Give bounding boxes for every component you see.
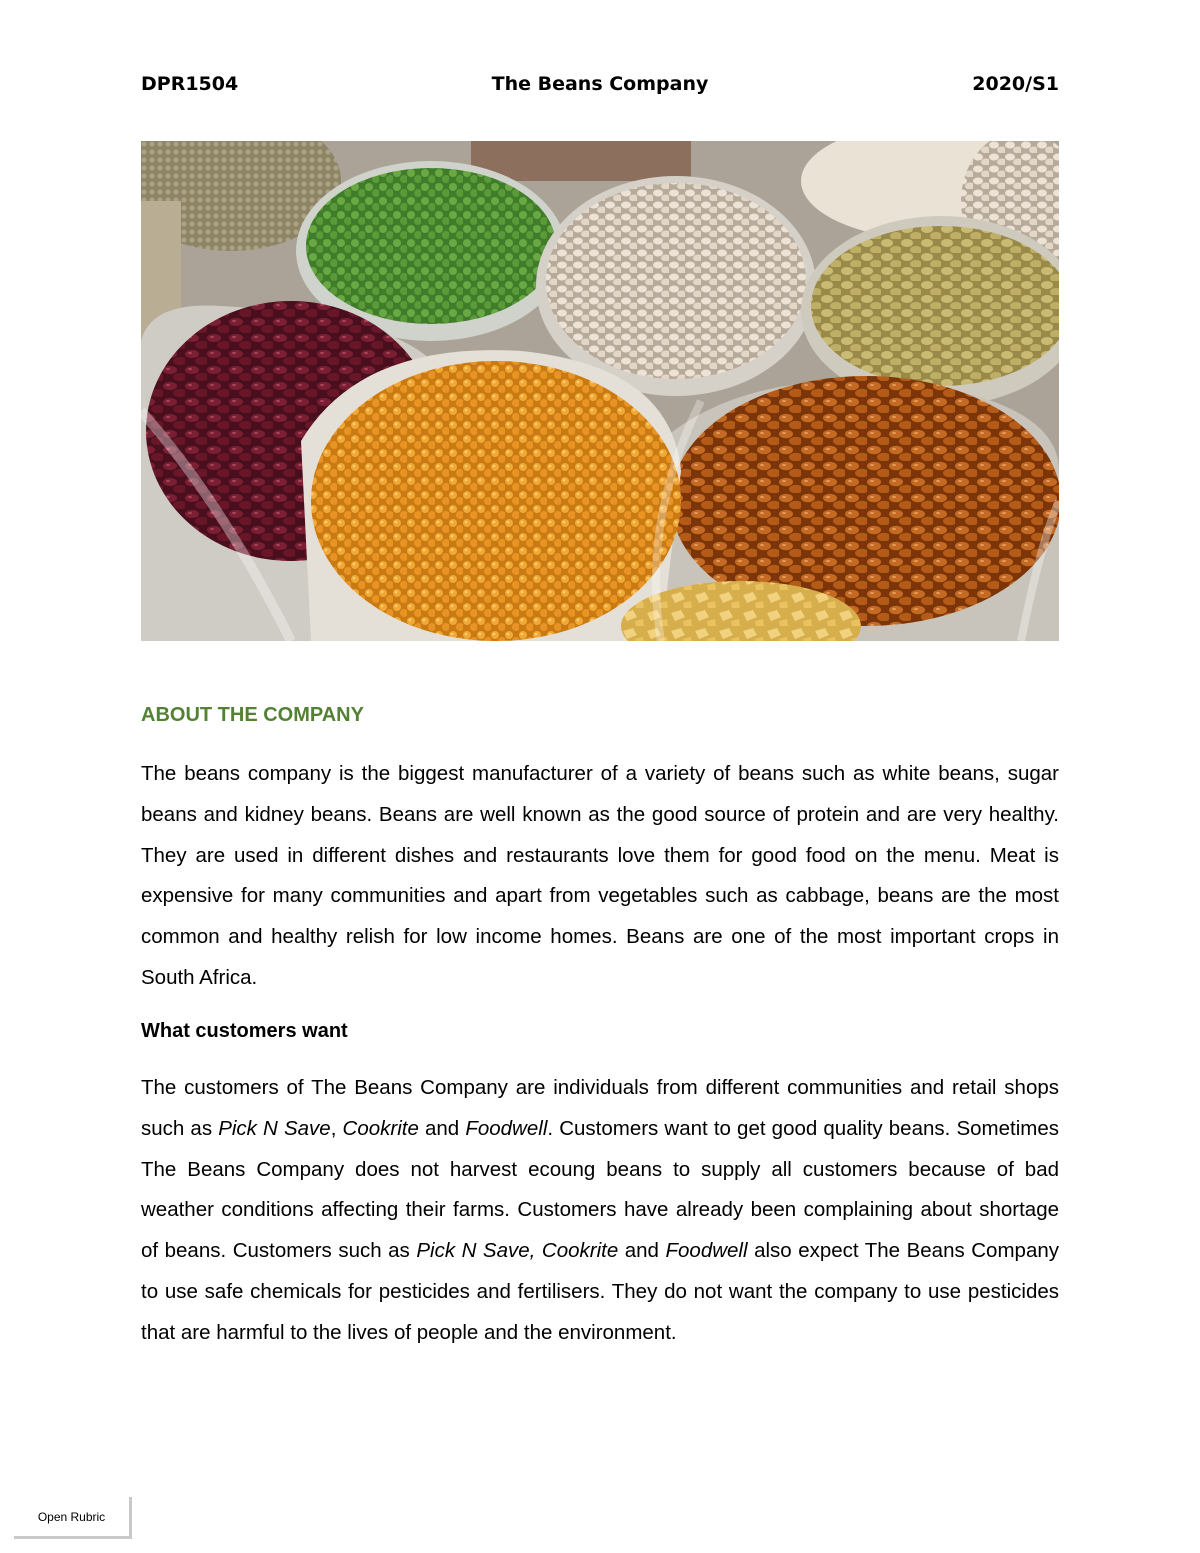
beans-photo [141, 141, 1059, 641]
customers-paragraph [141, 1068, 1059, 1354]
about-section-title: ABOUT THE COMPANY [141, 704, 364, 726]
shop-name-pick-n-save: Pick N Save [218, 1116, 331, 1140]
shop-name-foodwell: Foodwell [465, 1116, 548, 1140]
open-rubric-button[interactable]: Open Rubric [14, 1497, 132, 1539]
term-label: 2020/S1 [972, 73, 1059, 95]
customers-text-middle: . Customers want to get good quality beans. Sometimes The Beans Company does not harvest ecoung beans to supply all customers because of bad weather conditions affecting their farms. Customers have already been complaining about shortage of beans. Customers such as [141, 1116, 1059, 1263]
about-paragraph: The beans company is the biggest manufacturer of a variety of beans such as white beans, sugar beans and kidney beans. Beans are well known as the good source of protein and are very healthy. They are used in different dishes and restaurants love them for good food on the menu. Meat is expensive for many communities and apart from vegetables such as cabbage, beans are the most common and healthy relish for low income homes. Beans are one of the most important crops in South Africa. [141, 762, 1059, 989]
customers-text-start: The customers of The Beans Company are individuals from different communities and retail shops such as [141, 1076, 1059, 1140]
shop-name-cookrite: Cookrite [342, 1116, 419, 1140]
separator: and [618, 1239, 666, 1263]
shop-name-pick-n-save: Pick N Save, [416, 1239, 536, 1263]
shop-name-cookrite: Cookrite [541, 1239, 619, 1263]
document-title: The Beans Company [491, 73, 709, 95]
shop-name-foodwell: Foodwell [665, 1239, 748, 1263]
course-code: DPR1504 [141, 73, 239, 95]
page-header [141, 73, 1059, 103]
separator: , [330, 1116, 343, 1140]
customers-text-end: also expect The Beans Company to use safe chemicals for pesticides and fertilisers. They do not want the company to use pesticides that are harmful to the lives of people and the environment. [141, 1239, 1059, 1344]
separator: and [418, 1116, 466, 1140]
customers-section-title: What customers want [141, 1020, 348, 1042]
